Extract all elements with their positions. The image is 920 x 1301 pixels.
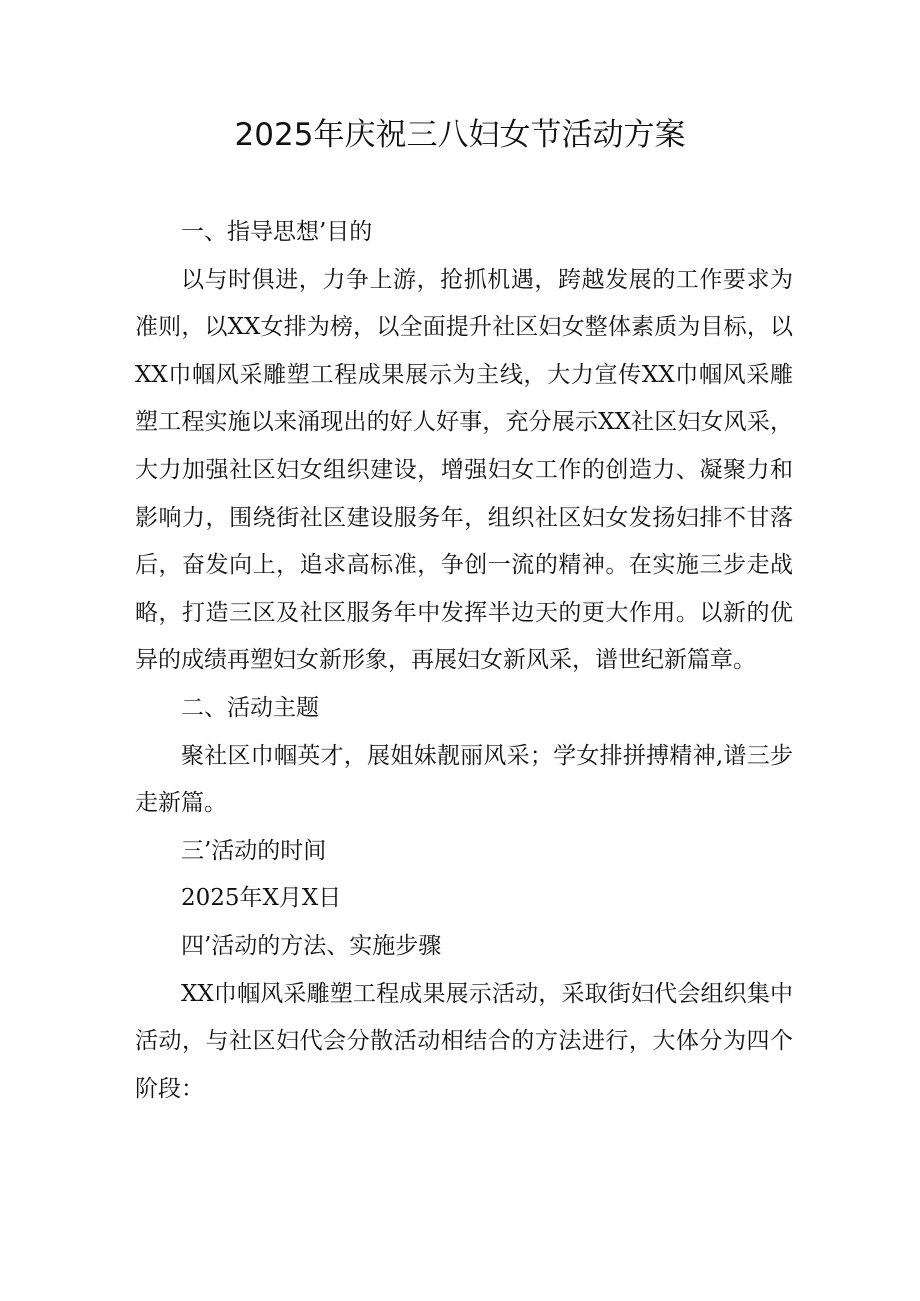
section-heading-method: 四’活动的方法、实施步骤 bbox=[181, 932, 442, 959]
paragraph-method: XX巾帼风采雕塑工程成果展示活动，采取街妇代会组织集中活动，与社区妇代会分散活动相结合的方法进行，大体分为四个阶段： bbox=[135, 980, 793, 1102]
document-title: 2025年庆祝三八妇女节活动方案 bbox=[234, 117, 686, 153]
paragraph-date: 2025年X月X日 bbox=[181, 885, 342, 912]
section-heading-time: 三’活动的时间 bbox=[181, 837, 327, 864]
section-heading-guiding-thought: 一、指导思想’目的 bbox=[181, 219, 373, 245]
document-body bbox=[135, 209, 793, 1113]
section-heading-theme: 二、活动主题 bbox=[181, 694, 319, 721]
paragraph-theme: 聚社区巾帼英才，展姐妹靓丽风采；学女排拼搏精神,谱三步走新篇。 bbox=[135, 742, 793, 817]
paragraph-guiding-thought: 以与时俱进，力争上游，抢抓机遇，跨越发展的工作要求为准则，以XX女排为榜，以全面提升社区妇女整体素质为目标，以XX巾帼风采雕塑工程成果展示为主线，大力宣传XX巾帼风采雕塑工程实施以来涌现出的好人好事，充分展示XX社区妇女风采，大力加强社区妇女组织建设，增强妇女工作的创造力、凝聚力和影响力，围绕街社区建设服务年，组织社区妇女发扬妇排不甘落后，奋发向上，追求高标准，争创一流的精神。在实施三步走战略，打造三区及社区服务年中发挥半边天的更大作用。以新的优异的成绩再塑妇女新形象，再展妇女新风采，谱世纪新篇章。 bbox=[135, 266, 793, 674]
